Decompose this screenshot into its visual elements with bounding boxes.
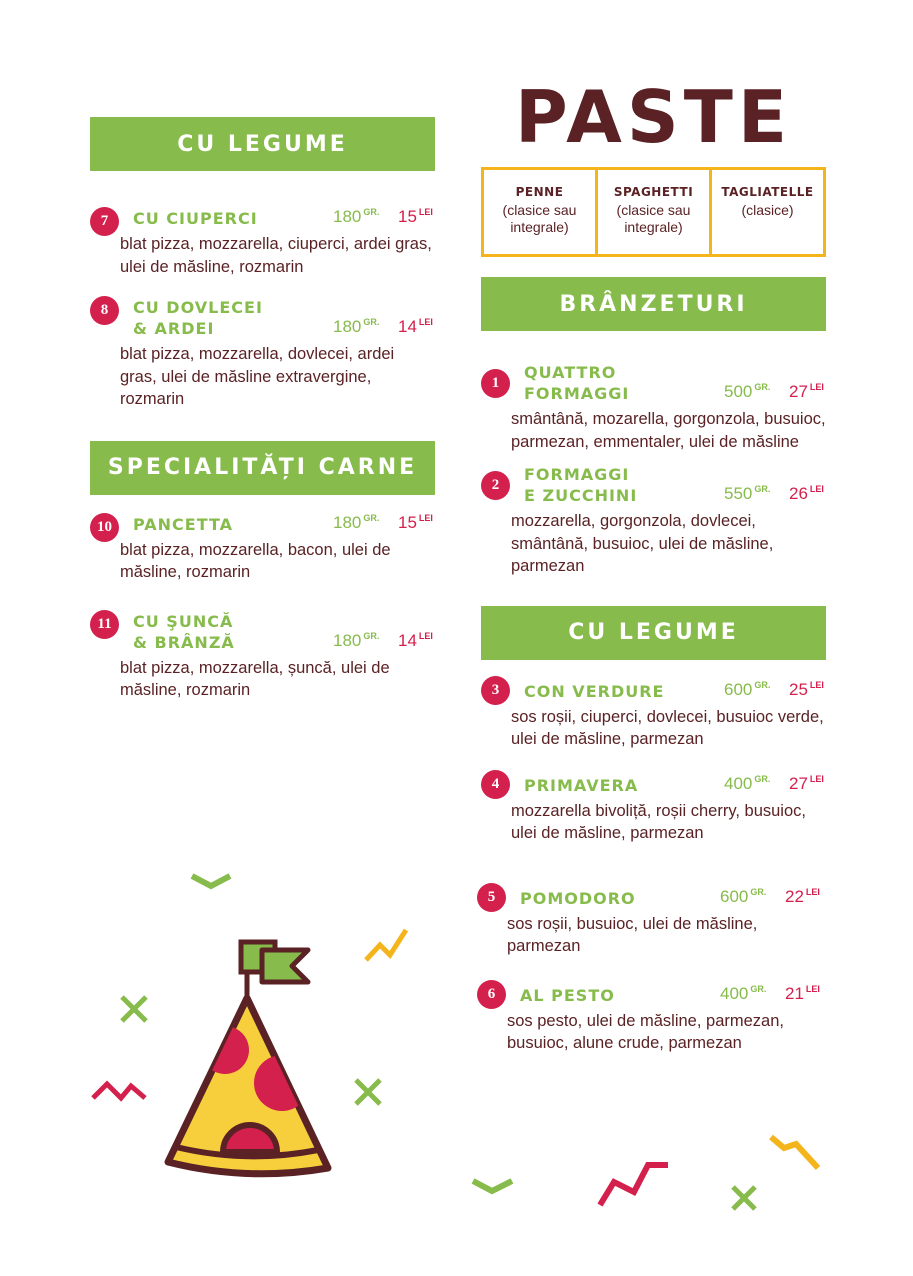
- item-price: 15 $^{LEI}$: [398, 207, 433, 226]
- item-weight: 500 $^{GR.}$: [724, 382, 771, 401]
- item-price: 21 $^{LEI}$: [785, 983, 820, 1003]
- item-price: 15 $^{LEI}$: [398, 512, 433, 532]
- section-banner-cu-legume: CU LEGUME: [90, 117, 435, 171]
- item-number-badge: 1: [481, 369, 510, 398]
- item-number-badge: 10: [90, 513, 119, 542]
- item-weight: 180 $^{GR.}$: [333, 630, 380, 650]
- pasta-type-sub: (clasice sau integrale): [502, 202, 577, 235]
- item-name: PRIMAVERA: [524, 775, 639, 795]
- item-name: CU DOVLECEI & ARDEI: [133, 298, 263, 338]
- item-weight: 180 $^{GR.}$: [333, 317, 380, 336]
- item-description: blat pizza, mozzarella, dovlecei, ardei gras, ulei de măsline extravergine, rozmarin: [120, 345, 395, 408]
- item-name: PANCETTA: [133, 514, 234, 534]
- item-number-badge: 5: [477, 883, 506, 912]
- item-name: POMODORO: [520, 888, 636, 908]
- item-name: CU ŞUNCĂ & BRÂNZĂ: [133, 611, 235, 652]
- item-number-badge: 6: [477, 980, 506, 1009]
- item-name: CU CIUPERCI: [133, 209, 258, 228]
- zigzag-icon: [600, 1165, 668, 1205]
- item-weight: 400 $^{GR.}$: [720, 983, 767, 1003]
- chevron-icon: [192, 876, 230, 886]
- item-name: CON VERDURE: [524, 681, 665, 701]
- item-description: sos roșii, busuioc, ulei de măsline, parmezan: [507, 914, 758, 955]
- item-weight: 600 $^{GR.}$: [724, 679, 771, 699]
- section-banner-specialitati-carne: SPECIALITĂȚI CARNE: [90, 441, 435, 495]
- item-description: mozzarella, gorgonzola, dovlecei, smântână, busuioc, ulei de măsline, parmezan: [511, 512, 774, 575]
- section-banner-cu-legume-paste: CU LEGUME: [481, 606, 826, 660]
- item-description: smântână, mozarella, gorgonzola, busuioc, parmezan, emmentaler, ulei de măsline: [511, 410, 826, 451]
- cross-icon: [733, 1187, 755, 1209]
- item-number-badge: 2: [481, 471, 510, 500]
- item-name: AL PESTO: [520, 985, 615, 1005]
- item-number-badge: 7: [90, 207, 119, 236]
- pasta-type-sub: (clasice): [741, 202, 794, 218]
- item-description: blat pizza, mozzarella, ciuperci, ardei gras, ulei de măsline, rozmarin: [120, 235, 432, 276]
- item-weight: 180 $^{GR.}$: [333, 207, 380, 226]
- pasta-type-sub: (clasice sau integrale): [616, 202, 691, 235]
- item-description: blat pizza, mozzarella, șuncă, ulei de măsline, rozmarin: [120, 658, 390, 699]
- item-description: blat pizza, mozzarella, bacon, ulei de măsline, rozmarin: [120, 540, 391, 581]
- item-price: 14 $^{LEI}$: [398, 317, 433, 336]
- zigzag-icon: [366, 930, 406, 960]
- item-description: sos roșii, ciuperci, dovlecei, busuioc verde, ulei de măsline, parmezan: [511, 707, 824, 748]
- item-price: 22 $^{LEI}$: [785, 886, 820, 906]
- page-title: PASTE: [514, 75, 793, 159]
- cross-icon: [122, 997, 146, 1021]
- item-name: FORMAGGI E ZUCCHINI: [524, 465, 638, 505]
- item-description: mozzarella bivoliță, roșii cherry, busuioc, ulei de măsline, parmezan: [511, 801, 806, 842]
- zigzag-icon: [771, 1137, 818, 1168]
- item-price: 27 $^{LEI}$: [789, 382, 824, 401]
- zigzag-icon: [93, 1084, 145, 1098]
- item-price: 26 $^{LEI}$: [789, 484, 824, 503]
- item-number-badge: 8: [90, 296, 119, 325]
- item-number-badge: 3: [481, 676, 510, 705]
- item-price: 25 $^{LEI}$: [789, 679, 824, 699]
- item-weight: 600 $^{GR.}$: [720, 886, 767, 906]
- pasta-type-name: PENNE: [515, 185, 564, 199]
- chevron-icon: [473, 1181, 512, 1191]
- item-number-badge: 4: [481, 770, 510, 799]
- pasta-type-name: SPAGHETTI: [613, 185, 694, 199]
- item-weight: 400 $^{GR.}$: [724, 773, 771, 793]
- pizza-slice-flag-icon: [168, 942, 328, 1174]
- item-description: sos pesto, ulei de măsline, parmezan, busuioc, alune crude, parmezan: [507, 1011, 784, 1052]
- item-price: 27 $^{LEI}$: [789, 773, 824, 793]
- item-weight: 180 $^{GR.}$: [333, 512, 380, 532]
- item-price: 14 $^{LEI}$: [398, 630, 433, 650]
- item-weight: 550 $^{GR.}$: [724, 484, 771, 503]
- item-name: QUATTRO FORMAGGI: [524, 363, 630, 403]
- item-number-badge: 11: [90, 610, 119, 639]
- pasta-type-name: TAGLIATELLE: [721, 185, 814, 199]
- cross-icon: [356, 1080, 380, 1104]
- section-banner-branzeturi: BRÂNZETURI: [481, 277, 826, 331]
